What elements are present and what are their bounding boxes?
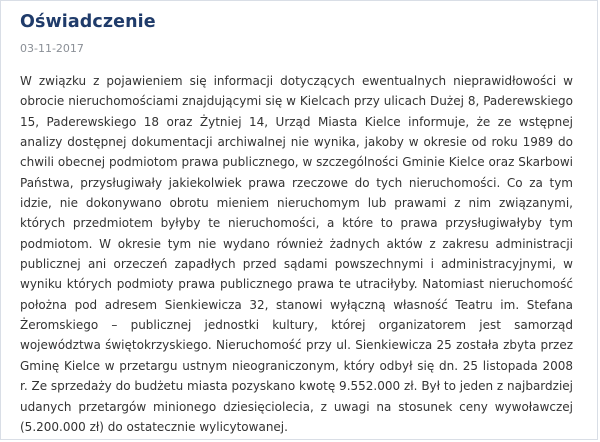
article-title: Oświadczenie xyxy=(20,12,156,32)
article-date: 03-11-2017 xyxy=(20,42,84,55)
article-body: W związku z pojawieniem się informacji dotyczących ewentualnych nieprawidłowości w obrocie nieruchomościami znajdującymi się w Kielcach przy ulicach Dużej 8, Paderewskiego 15, Paderewskiego 18 oraz Żytniej 14, Urząd Miasta Kielce informuje, że ze wstępnej analizy dostępnej dokumentacji archiwalnej nie wynika, jakoby w okresie od roku 1989 do chwili obecnej podmiotom prawa publicznego, w szczególności Gminie Kielce oraz Skarbowi Państwa, przysługiwały jakiekolwiek prawa rzeczowe do tych nieruchomości. Co za tym idzie, nie dokonywano obrotu mieniem nieruchomym lub prawami z nim związanymi, których przedmiotem byłyby te nieruchomości, a które to prawa przysługiwałyby tym podmiotom. W okresie tym nie wydano również żadnych aktów z zakresu administracji publicznej ani orzeczeń zapadłych przed sądami powszechnymi i administracyjnymi, w wyniku których podmioty prawa publicznego prawa te utraciłyby. Natomiast nieruchomość położna pod adresem Sienkiewicza 32, stanowi wyłączną własność Teatru im. Stefana Żeromskiego – publicznej jednostki kultury, której organizatorem jest samorząd województwa świętokrzyskiego. Nieruchomość przy ul. Sienkiewicza 25 została zbyta przez Gminę Kielce w przetargu ustnym nieograniczonym, który odbył się dn. 25 listopada 2008 r. Ze sprzedaży do budżetu miasta pozyskano kwotę 9.552.000 zł. Był to jeden z najbardziej udanych przetargów minionego dziesięciolecia, z uwagi na stosunek ceny wywoławczej (5.200.000 zł) do ostatecznie wylicytowanej. xyxy=(20,74,573,434)
